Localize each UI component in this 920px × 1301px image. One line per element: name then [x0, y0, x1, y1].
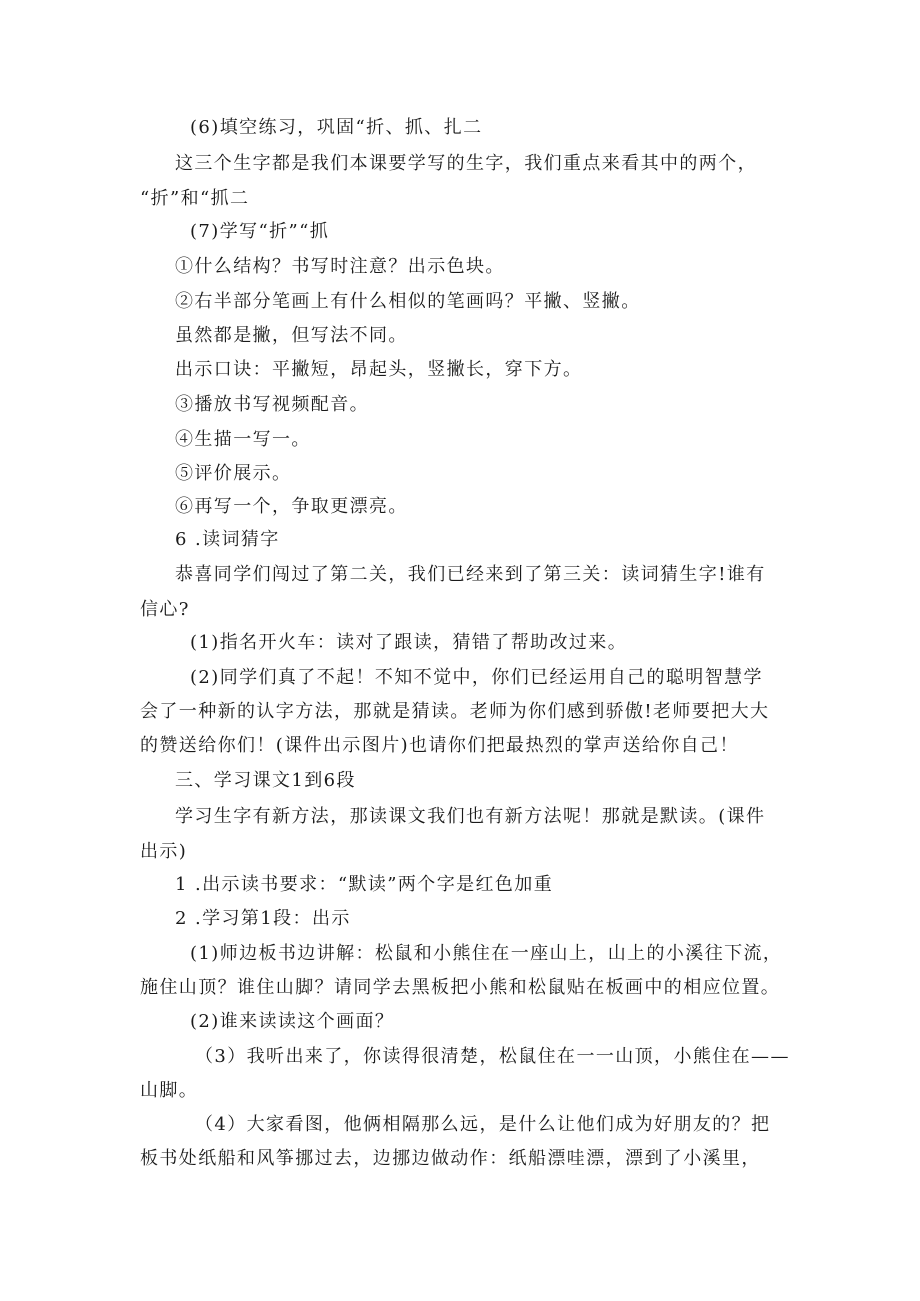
text-line: “折”和“抓二 — [140, 188, 250, 209]
text-line: 出示) — [140, 841, 188, 862]
text-line: 会了一种新的认字方法，那就是猜读。老师为你们感到骄傲!老师要把大大 — [140, 701, 770, 722]
text-line: 1 .出示读书要求：“默读”两个字是红色加重 — [175, 874, 554, 895]
text-line: （3）我听出来了，你读得很清楚，松鼠住在一一山顶，小熊住在—— — [195, 1046, 790, 1067]
text-line: ①什么结构？书写时注意？出示色块。 — [175, 256, 505, 277]
text-line: 恭喜同学们闯过了第二关，我们已经来到了第三关：读词猜生字!谁有 — [175, 564, 766, 585]
section-heading: 6 .读词猜字 — [175, 529, 280, 550]
text-line: 出示口诀：平撇短，昂起头，竖撇长，穿下方。 — [175, 359, 583, 380]
text-line: 板书处纸船和风筝挪过去，边挪边做动作：纸船漂哇漂，漂到了小溪里， — [140, 1148, 761, 1169]
text-line: 虽然都是撇，但写法不同。 — [175, 325, 408, 346]
text-line: (2)谁来读读这个画面？ — [190, 1011, 395, 1032]
text-line: 2 .学习第1段：出示 — [175, 908, 351, 929]
text-line: 施住山顶？谁住山脚？请同学去黑板把小熊和松鼠贴在板画中的相应位置。 — [140, 977, 781, 998]
text-line: 的赞送给你们！(课件出示图片)也请你们把最热烈的掌声送给你自己！ — [140, 735, 739, 756]
text-line: ⑥再写一个，争取更漂亮。 — [175, 496, 408, 517]
text-line: (6)填空练习，巩固“折、抓、扎二 — [190, 117, 483, 138]
text-line: (7)学写“折”“抓 — [190, 221, 330, 242]
text-line: 学习生字有新方法，那读课文我们也有新方法呢！那就是默读。(课件 — [175, 806, 766, 827]
text-line: (1)指名开火车：读对了跟读，猜错了帮助改过来。 — [190, 632, 628, 653]
text-line: （4）大家看图，他俩相隔那么远，是什么让他们成为好朋友的？把 — [195, 1114, 771, 1135]
text-line: (1)师边板书边讲解：松鼠和小熊住在一座山上，山上的小溪往下流， — [190, 943, 783, 964]
text-line: 这三个生字都是我们本课要学写的生字，我们重点来看其中的两个， — [175, 153, 757, 174]
section-heading: 三、学习课文1到6段 — [175, 770, 356, 791]
text-line: (2)同学们真了不起！不知不觉中，你们已经运用自己的聪明智慧学 — [190, 667, 763, 688]
text-line: ②右半部分笔画上有什么相似的笔画吗？平撇、竖撇。 — [175, 291, 641, 312]
text-line: ④生描一写一。 — [175, 429, 311, 450]
text-line: 信心? — [140, 599, 190, 620]
text-line: ③播放书写视频配音。 — [175, 394, 369, 415]
text-line: ⑤评价展示。 — [175, 463, 292, 484]
text-line: 山脚。 — [140, 1080, 199, 1101]
